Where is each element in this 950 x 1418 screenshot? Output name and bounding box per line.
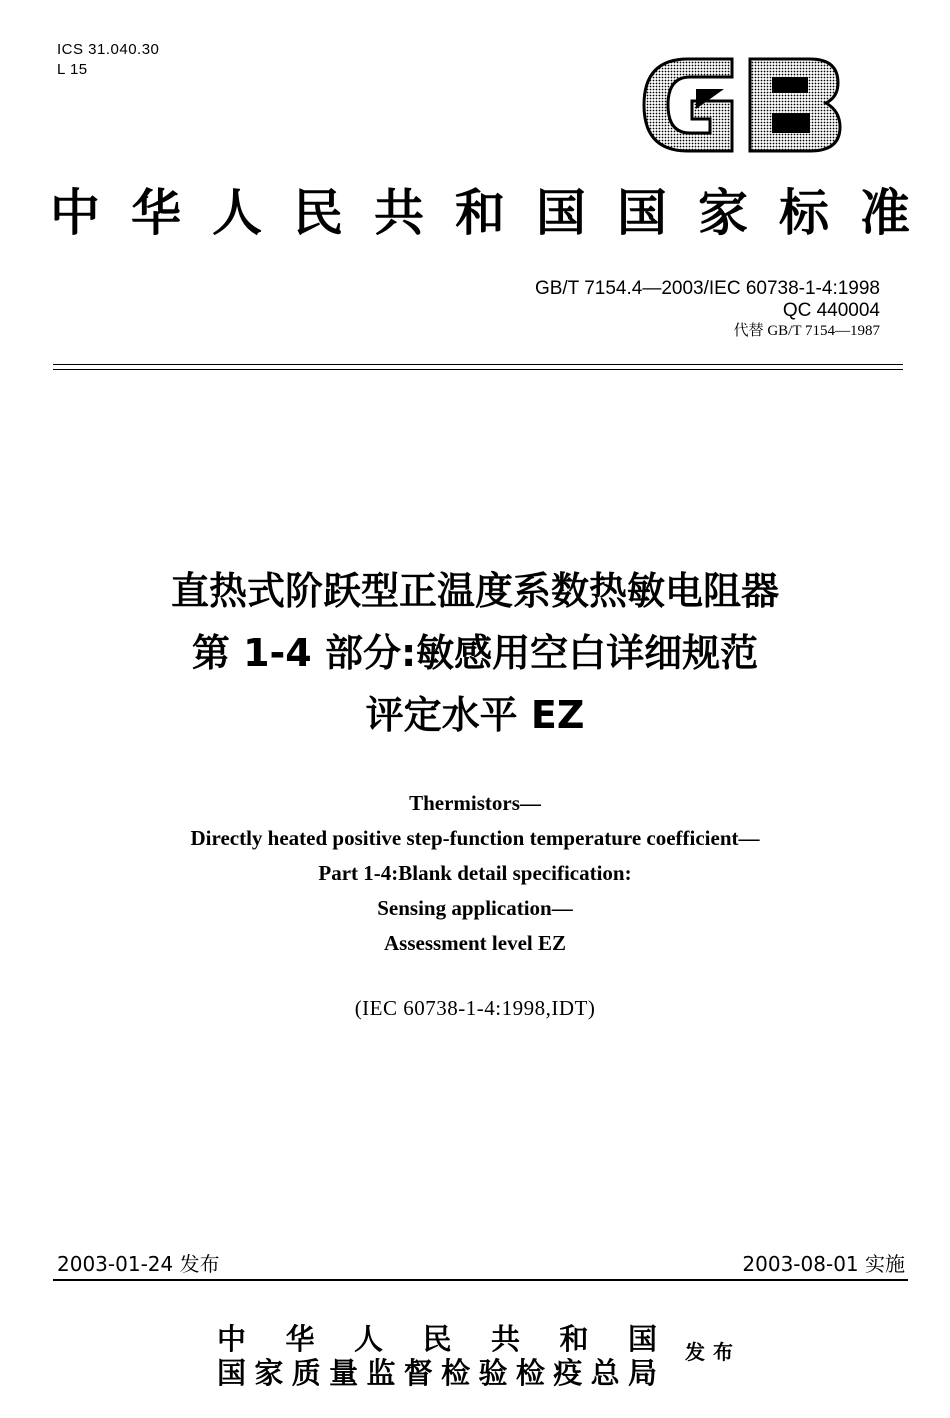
gb-code: GB/T 7154.4—2003/IEC 60738-1-4:1998 — [534, 278, 880, 299]
header-divider — [53, 364, 903, 365]
chinese-title-line2: 第 1-4 部分:敏感用空白详细规范 — [191, 631, 759, 675]
publish-label: 发布 — [685, 1340, 741, 1364]
issuing-authority — [217, 1322, 657, 1390]
english-title — [0, 786, 950, 961]
english-title-line1: Thermistors— — [409, 791, 541, 815]
english-title-line3: Part 1-4:Blank detail specification: — [318, 861, 632, 885]
qc-code: QC 440004 — [782, 300, 880, 321]
ics-code: ICS 31.040.30 — [57, 41, 160, 58]
gb-logo — [640, 55, 845, 155]
classification-codes — [57, 40, 159, 80]
ccs-code: L 15 — [57, 61, 88, 78]
chinese-title-line1: 直热式阶跃型正温度系数热敏电阻器 — [170, 569, 779, 613]
chinese-title-line3: 评定水平 EZ — [365, 693, 585, 737]
issue-date: 2003-01-24 发布 — [57, 1252, 220, 1276]
footer-divider — [53, 1279, 908, 1281]
english-title-line2: Directly heated positive step-function temperature coefficient— — [190, 826, 760, 850]
header-divider-thin — [53, 369, 903, 370]
implementation-date: 2003-08-01 实施 — [742, 1252, 905, 1276]
english-title-line4: Sensing application— — [377, 896, 573, 920]
standard-type-heading: 中华人民共和国国家标准 — [50, 183, 910, 242]
issuer-line2: 国家质量监督检验检疫总局 — [217, 1356, 657, 1390]
standard-codes — [535, 278, 880, 341]
english-title-line5: Assessment level EZ — [384, 931, 566, 955]
issuer-line1: 中华人民共和国 — [217, 1322, 657, 1356]
iec-reference: (IEC 60738-1-4:1998,IDT) — [354, 996, 596, 1020]
chinese-title — [0, 560, 950, 746]
replaces-note: 代替 GB/T 7154—1987 — [733, 323, 880, 339]
